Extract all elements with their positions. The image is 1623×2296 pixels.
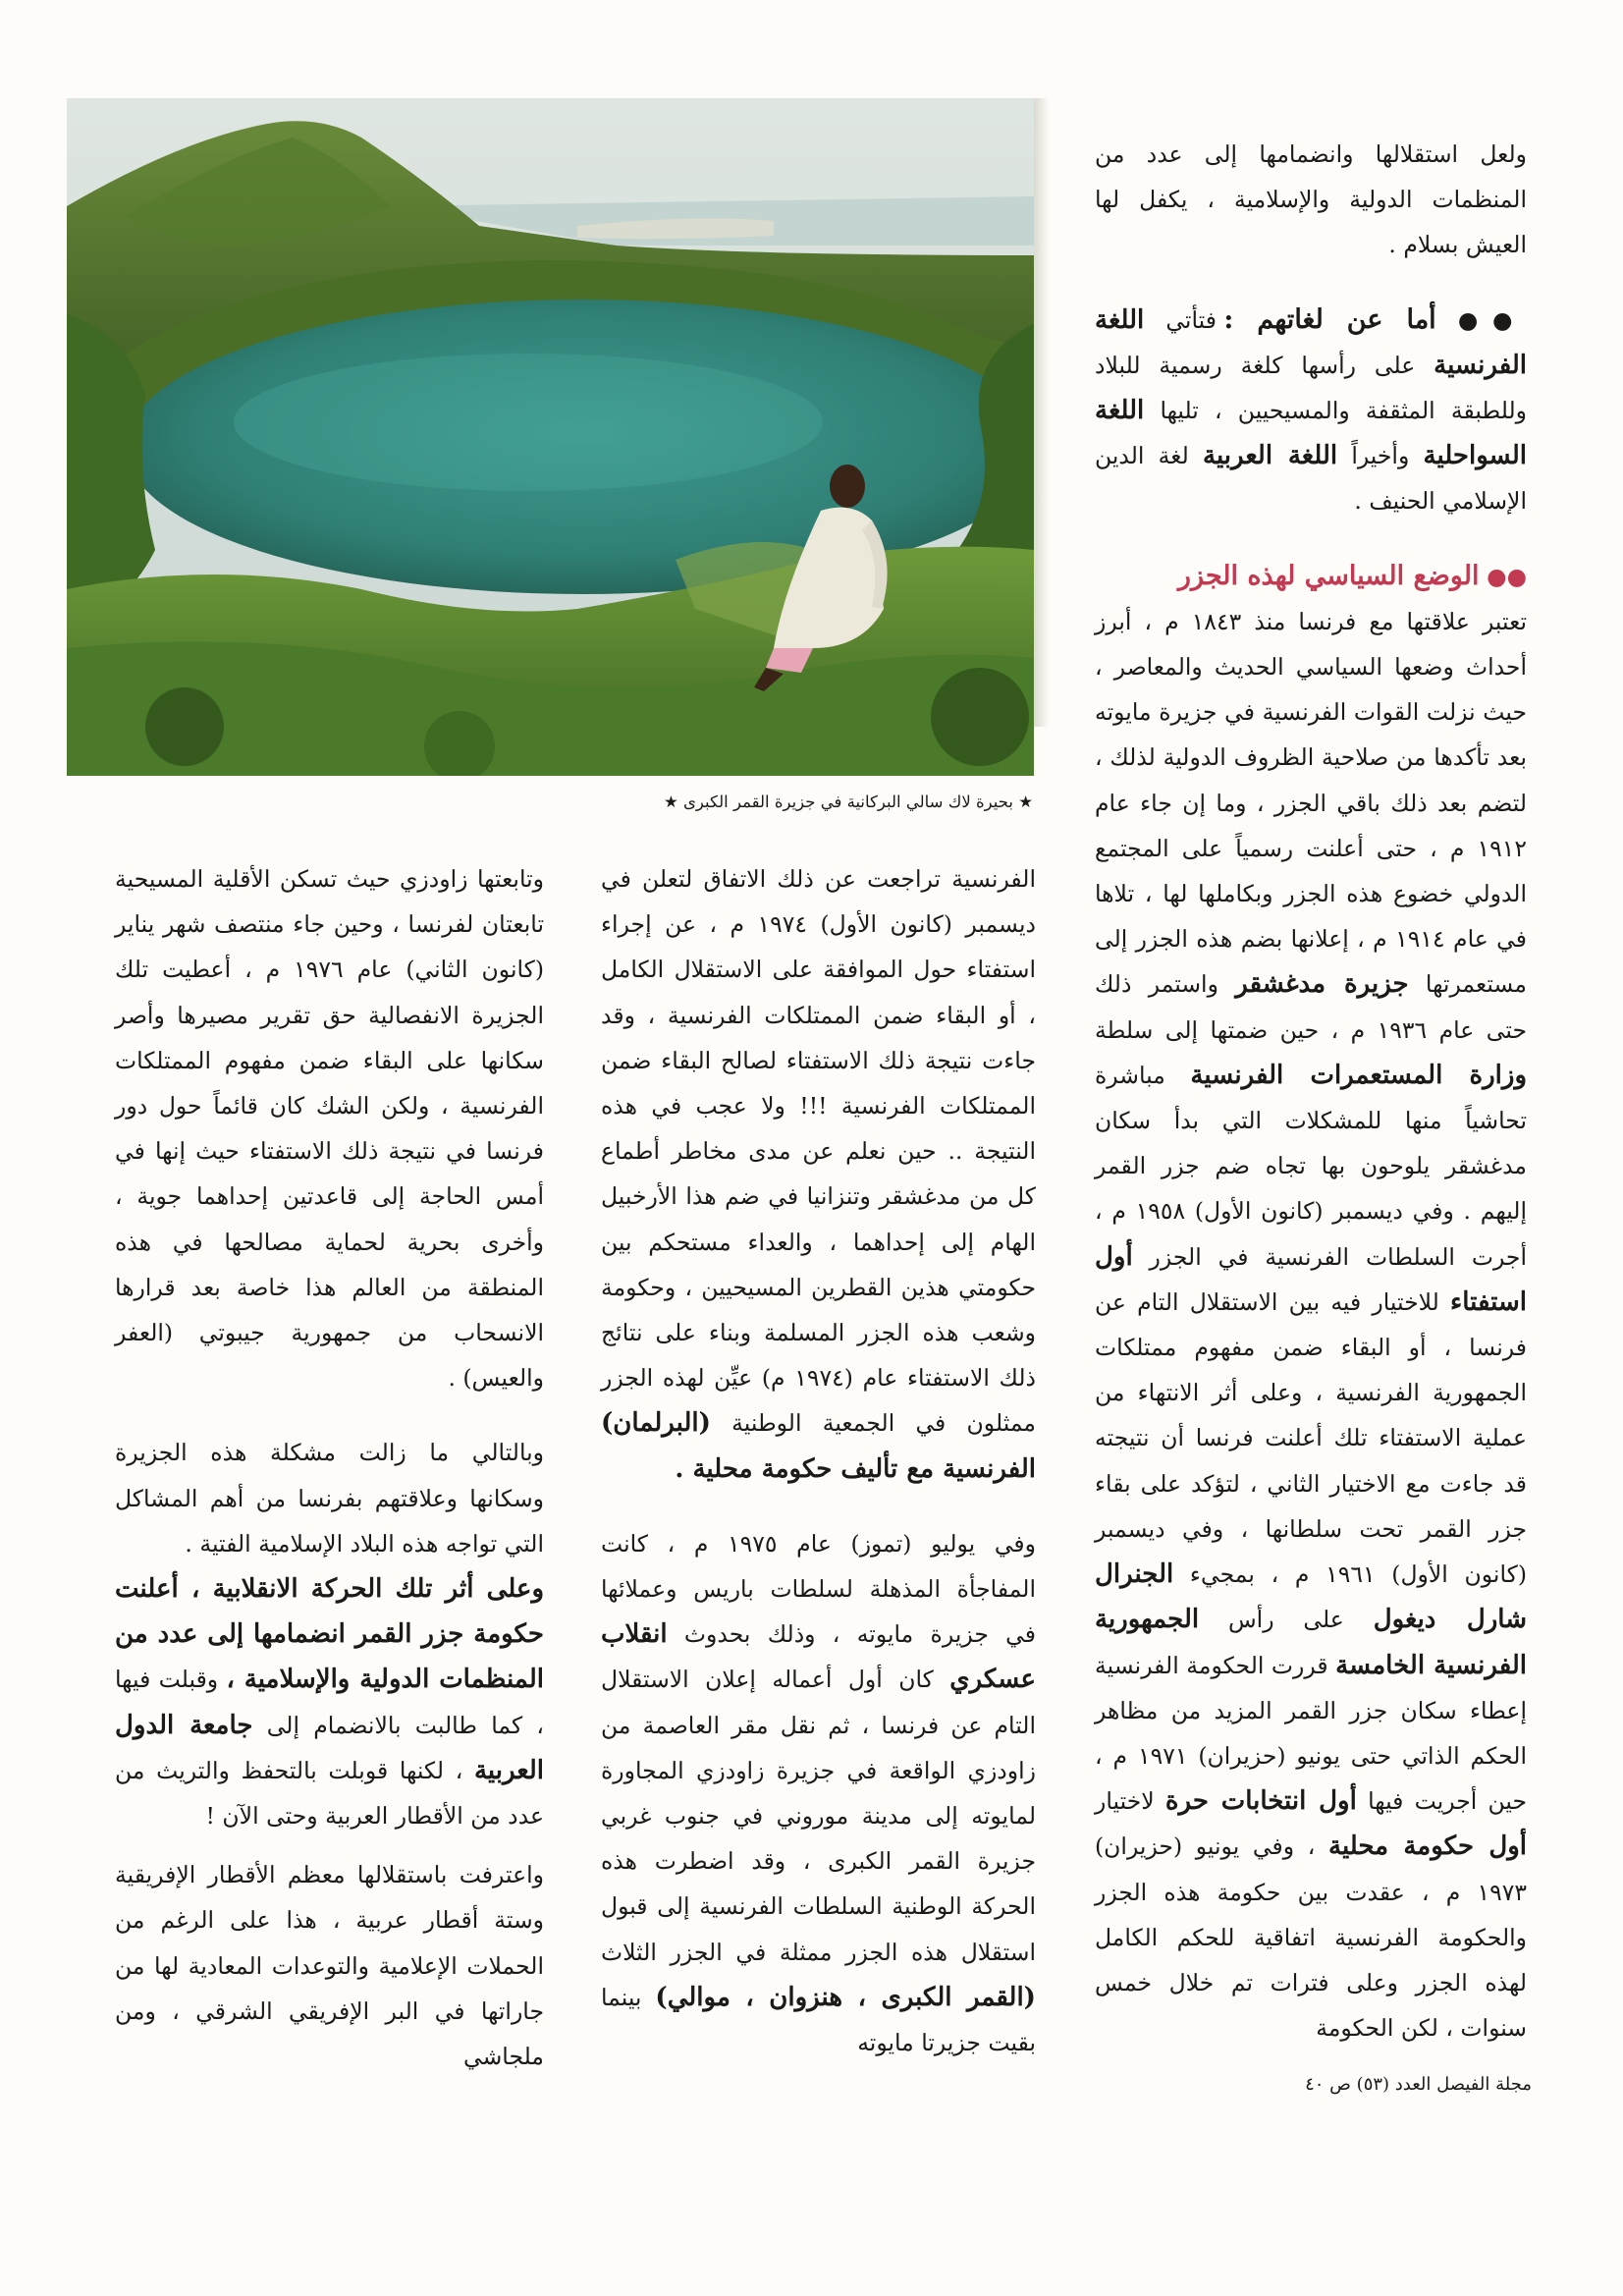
text: فتأتي <box>1144 305 1224 334</box>
text: وقبلت فيها ، كما طالبت بالانضمام إلى <box>115 1666 544 1739</box>
bold-text: (القمر الكبرى ، هنزوان ، موالي) <box>655 1982 1036 2012</box>
languages-heading: أما عن لغاتهم : <box>1223 303 1436 335</box>
text: ، لكنها قوبلت بالتحفظ والتريث من عدد من الأقطار العربية وحتى الآن ! <box>115 1756 544 1831</box>
bold-text: أول حكومة محلية <box>1328 1831 1527 1862</box>
paragraph-languages <box>1095 298 1527 524</box>
crater-lake-photo <box>67 98 1034 776</box>
paragraph-mayotte: وتابعتها زاودزي حيث تسكن الأقلية المسيحية تابعتان لفرنسا ، وحين جاء منتصف شهر يناير (كانون الثاني) عام ١٩٧٦ م ، أعطيت تلك الجزيرة الانفصالية حق تقرير مصيرها وأصر سكانها على البقاء ضمن مفهوم الممتلكات الفرنسية ، ولكن الشك كان قائماً حول دور فرنسا في نتيجة ذلك الاستفتاء حيث إنها في أمس الحاجة إلى قاعدتين إحداهما جوية ، وأخرى بحرية لحماية مصالحها في هذه المنطقة من العالم هذا خاصة بعد قرارها الانسحاب من جمهورية جيبوتي (العفر والعيس) . <box>115 865 544 1393</box>
bold-text: الجمهورية الفرنسية الخامسة <box>1095 1605 1527 1680</box>
column-right <box>1095 132 1527 2050</box>
text: لاختيار <box>1095 1787 1165 1816</box>
photo-shadow <box>1034 98 1050 727</box>
bold-text: وزارة المستعمرات الفرنسية <box>1190 1060 1528 1090</box>
political-heading-text: الوضع السياسي لهذه الجزر <box>1177 560 1480 591</box>
text: على رأس <box>1199 1606 1374 1634</box>
paragraph-problem: وبالتالي ما زالت مشكلة هذه الجزيرة وسكانها وعلاقتهم بفرنسا من أهم المشاكل التي تواجه هذه البلاد الإسلامية الفتية . <box>115 1439 544 1558</box>
text: ، وفي يونيو (حزيران) ١٩٧٣ م ، عقدت بين حكومة هذه الجزر والحكومة الفرنسية اتفاقية للحكم الكامل لهذه الجزر وعلى فترات تم خلال خمس سنوات ، لكن الحكومة <box>1095 1832 1527 2043</box>
bold-text: أول استفتاء <box>1095 1241 1527 1317</box>
political-heading <box>1095 554 1527 599</box>
column-left <box>115 856 544 2079</box>
bold-text: اللغة الفرنسية <box>1095 304 1527 380</box>
bold-text: (البرلمان) الفرنسية مع تأليف حكومة محلية . <box>601 1408 1036 1484</box>
text: مباشرة تحاشياً منها للمشكلات التي بدأ سكان مدغشقر يلوحون بها تجاه ضم جزر القمر إليهم . وفي ديسمبر (كانون الأول) ١٩٥٨ م ، أجرت السلطات الفرنسية في الجزر <box>1095 1061 1527 1271</box>
paragraph-recognition: واعترفت باستقلالها معظم الأقطار الإفريقية وستة أقطار عربية ، هذا على الرغم من الحملات الإعلامية والتوعدات المعادية لها من جاراتها في البر الإفريقي الشرقي ، ومن ملجاشي <box>115 1861 544 2071</box>
text: للاختيار فيه بين الاستقلال التام عن فرنسا ، أو البقاء ضمن مفهوم ممتلكات الجمهورية الفرنسية ، وعلى أثر الانتهاء من عملية الاستفتاء تلك أعلنت فرنسا أن نتيجته قد جاءت مع الاختيار الثاني ، لتؤكد على بقاء جزر القمر تحت سلطانها ، وفي ديسمبر (كانون الأول) ١٩٦١ م ، بمجيء <box>1095 1287 1527 1589</box>
paragraph-intro: ولعل استقلالها وانضمامها إلى عدد من المنظمات الدولية والإسلامية ، يكفل لها العيش بسلام . <box>1095 140 1527 259</box>
text: وفي يوليو (تموز) عام ١٩٧٥ م ، كانت المفاجأة المذهلة لسلطات باريس وعملائها في جزيرة مايوته ، وذلك بحدوث <box>601 1529 1036 1649</box>
paragraph-coup <box>601 1521 1036 2065</box>
bold-text: جزيرة مدغشقر <box>1235 969 1409 1000</box>
column-middle <box>601 856 1036 2065</box>
text: لغة الدين الإسلامي الحنيف . <box>1095 442 1527 516</box>
page-footer: مجلة الفيصل العدد (٥٣) ص ٤٠ <box>1305 2074 1532 2095</box>
text: قررت الحكومة الفرنسية إعطاء سكان جزر القمر المزيد من مظاهر الحكم الذاتي حتى يونيو (حزيران) ١٩٧١ م ، حين أجريت فيها <box>1095 1651 1527 1816</box>
paragraph-referendum <box>601 856 1036 1492</box>
bold-text: وعلى أثر تلك الحركة الانقلابية ، أعلنت حكومة جزر القمر انضمامها إلى عدد من المنظمات الدولية والإسلامية ، <box>115 1574 544 1695</box>
text: بينما بقيت جزيرتا مايوته <box>601 1983 1036 2057</box>
bold-text: انقلاب عسكري <box>601 1619 1036 1695</box>
text: واستمر ذلك حتى عام ١٩٣٦ م ، حين ضمتها إلى سلطة <box>1095 970 1527 1044</box>
bullet-dots: ●● <box>1457 305 1527 334</box>
bold-text: جامعة الدول العربية <box>115 1710 544 1785</box>
bullet-dots: ●● <box>1486 562 1527 590</box>
bold-text: اللغة السواحلية <box>1095 396 1527 471</box>
text: تعتبر علاقتها مع فرنسا منذ ١٨٤٣ م ، أبرز أحداث وضعها السياسي الحديث والمعاصر ، حيث نزلت القوات الفرنسية في جزيرة مايوته بعد تأكدها من صلاحية الظروف الدولية لذلك ، لتضم بعد ذلك باقي الجزر ، وما إن جاء عام ١٩١٢ م ، حتى أعلنت رسمياً على المجتمع الدولي خضوع هذه الجزر وبكاملها لها ، تلاها في عام ١٩١٤ م ، إعلانها بضم هذه الجزر إلى مستعمرتها <box>1095 607 1527 999</box>
bold-text: الجنرال شارل ديغول <box>1095 1559 1527 1635</box>
photo-caption: ★ بحيرة لاك سالي البركانية في جزيرة القمر الكبرى ★ <box>663 793 1033 811</box>
text: وأخيراً <box>1337 442 1424 470</box>
text: الفرنسية تراجعت عن ذلك الاتفاق لتعلن في ديسمبر (كانون الأول) ١٩٧٤ م ، عن إجراء استفتاء حول الموافقة على الاستقلال الكامل ، أو البقاء ضمن الممتلكات الفرنسية ، وقد جاءت نتيجة ذلك الاستفتاء لصالح البقاء ضمن الممتلكات الفرنسية !!! ولا عجب في هذه النتيجة .. حين نعلم عن مدى مخاطر أطماع كل من مدغشقر وتنزانيا في ضم هذا الأرخبيل الهام إلى إحداهما ، والعداء مستحكم بين حكومتي هذين القطرين المسيحيين ، وحكومة وشعب هذه الجزر المسلمة وبناء على نتائج ذلك الاستفتاء عام (١٩٧٤ م) عيِّن لهذه الجزر ممثلون في الجمعية الوطنية <box>601 865 1037 1438</box>
bold-text: اللغة العربية <box>1203 441 1338 471</box>
paragraph-political <box>1095 599 1527 2051</box>
text: كان أول أعماله إعلان الاستقلال التام عن فرنسا ، ثم نقل مقر العاصمة من زاودزي الواقعة في جزيرة زاودزي المجاورة لمايوته إلى مدينة موروني في جنوب غربي جزيرة القمر الكبرى ، وقد اضطرت هذه الحركة الوطنية السلطات الفرنسية إلى قبول استقلال هذه الجزر ممثلة في الجزر الثلاث <box>601 1666 1036 1966</box>
paragraph-membership <box>115 1566 544 1838</box>
bold-text: أول انتخابات حرة <box>1164 1786 1357 1817</box>
text: على رأسها كلغة رسمية للبلاد وللطبقة المثقفة والمسيحيين ، تليها <box>1095 351 1527 425</box>
